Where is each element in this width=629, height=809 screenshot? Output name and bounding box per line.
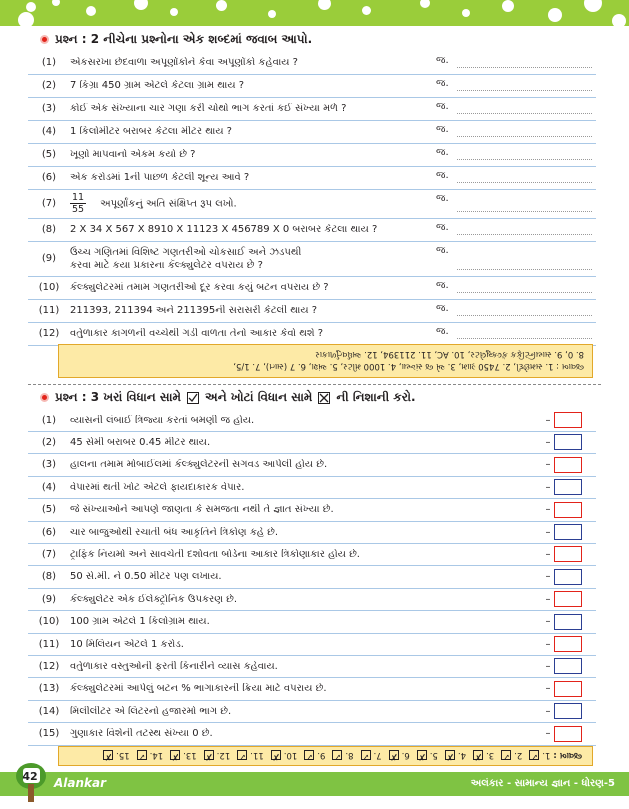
dash: – bbox=[545, 593, 551, 605]
bullet-icon bbox=[40, 393, 49, 402]
dash: – bbox=[545, 571, 551, 583]
answer-mark-icon bbox=[445, 750, 455, 760]
dash: – bbox=[545, 414, 551, 426]
question-text bbox=[70, 305, 436, 316]
statement-text: કૅલ્ક્યુલેટરમાં આપેલું બટન % ભાગાકારની ક્રિયા માટે વપરાય છે. bbox=[70, 683, 327, 695]
question-text bbox=[70, 126, 436, 137]
answer-prefix: જ. bbox=[436, 170, 449, 181]
answer-line[interactable] bbox=[436, 299, 596, 322]
question-text-line: 7 કિગ્રા 450 ગ્રામ એટલે કેટલા ગ્રામ થાય ? bbox=[70, 80, 245, 91]
answer-dotted-line bbox=[457, 211, 592, 212]
statement-number: (14) bbox=[38, 705, 60, 717]
statement-text: જે સંખ્યાઓને આપણે જાણતા કે સમજતા નથી તે જ્ઞાત સંખ્યા છે. bbox=[70, 504, 334, 516]
statement-number: (5) bbox=[41, 504, 57, 516]
question-row bbox=[28, 241, 596, 277]
section2-answers-line1: જવાબ : 1. સમછેદી, 2. 7450 ગ્રામ, 3. એ જ સંખ્યા, 4. 1000 મીટર, 5. અંશ, 6. 7 (સાત), 7. 1/5, bbox=[233, 361, 584, 371]
question-number: (1) bbox=[41, 57, 57, 68]
answer-mark-icon bbox=[361, 750, 371, 760]
statement-number: (7) bbox=[41, 548, 57, 560]
answer-dotted-line bbox=[457, 338, 592, 339]
statement-row bbox=[28, 521, 596, 544]
answer-prefix: જ. bbox=[436, 101, 449, 112]
question-row bbox=[28, 218, 596, 242]
answer-mark: ✓ bbox=[361, 751, 370, 761]
answer-line[interactable] bbox=[436, 218, 596, 241]
answer-prefix: જ. bbox=[436, 222, 449, 233]
statement-number: (2) bbox=[41, 436, 57, 448]
answer-mark: ✓ bbox=[502, 751, 511, 761]
question-text bbox=[70, 172, 436, 183]
dash: – bbox=[545, 705, 551, 717]
answer-dotted-line bbox=[457, 159, 592, 160]
answer-mark: ✗ bbox=[474, 751, 483, 761]
question-row bbox=[28, 322, 596, 346]
answer-dotted-line bbox=[457, 269, 592, 270]
statement-text: મિલીલીટર એ લિટરનો હજારમો ભાગ છે. bbox=[70, 705, 232, 717]
answer-mark: ✗ bbox=[272, 751, 280, 761]
answer-checkbox[interactable] bbox=[554, 434, 582, 450]
statement-text: વેપારમાં થતી ખોટ એટલે ફાયદાકારક વેપાર. bbox=[70, 481, 245, 493]
answer-number: 1. bbox=[542, 750, 551, 760]
question-row bbox=[28, 120, 596, 144]
dash: – bbox=[545, 459, 551, 471]
question-text-line: કૅલ્ક્યુલેટરમાં તમામ ગણતરીઓ દૂર કરવા કયું બટન વપરાય છે ? bbox=[70, 282, 329, 293]
answer-prefix: જ. bbox=[436, 326, 449, 337]
statement-number: (4) bbox=[41, 481, 57, 493]
section2-answer-box-inner bbox=[67, 348, 584, 372]
statement-number: (12) bbox=[38, 660, 60, 672]
question-text-line: 211393, 211394 અને 211395ની સરાસરી કેટલી થાય ? bbox=[70, 305, 318, 316]
answer-checkbox[interactable] bbox=[554, 658, 582, 674]
answer-checkbox[interactable] bbox=[554, 502, 582, 518]
answer-prefix: જ. bbox=[436, 124, 449, 135]
section2-title-row bbox=[40, 32, 312, 47]
section3-answer-box bbox=[58, 746, 593, 766]
answers-label: જવાબ : bbox=[553, 750, 582, 760]
statement-number: (15) bbox=[38, 728, 60, 740]
question-text-line2: કરવા માટે કયા પ્રકારના કૅલ્ક્યુલેટર વપરાય છે ? bbox=[70, 259, 263, 271]
answer-number: 11. bbox=[250, 750, 264, 760]
answer-number: 9. bbox=[317, 750, 326, 760]
question-row bbox=[28, 143, 596, 167]
cross-box-icon bbox=[318, 392, 330, 404]
section3-title-row bbox=[40, 390, 416, 405]
answer-line[interactable] bbox=[436, 189, 596, 218]
statement-text: ગુણાકાર વિશેની તટસ્થ સંખ્યા 0 છે. bbox=[70, 728, 213, 740]
answer-prefix: જ. bbox=[436, 245, 449, 256]
statement-text: 45 સેમી બરાબર 0.45 મીટર થાય. bbox=[70, 436, 211, 448]
question-text-line: વર્તુળાકાર કાગળની વચ્ચેથી ગડી વાળતા તેનો આકાર કેવો થશે ? bbox=[70, 328, 324, 339]
answer-dotted-line bbox=[457, 67, 592, 68]
statement-text: 100 ગ્રામ એટલે 1 કિલોગ્રામ થાય. bbox=[70, 616, 210, 628]
answer-checkbox[interactable] bbox=[554, 726, 582, 742]
answer-dotted-line bbox=[457, 315, 592, 316]
statement-text: ચાર બાજુઓથી રચાતી બંધ આકૃતિને ત્રિકોણ કહે છે. bbox=[70, 526, 279, 538]
answer-dotted-line bbox=[457, 292, 592, 293]
question-row bbox=[28, 276, 596, 300]
answer-dotted-line bbox=[457, 113, 592, 114]
answer-mark: ✓ bbox=[138, 751, 146, 761]
question-text bbox=[70, 282, 436, 293]
header-band bbox=[0, 0, 629, 30]
answer-line[interactable] bbox=[436, 120, 596, 143]
answer-line[interactable] bbox=[436, 166, 596, 189]
statement-row bbox=[28, 476, 596, 499]
question-number: (12) bbox=[38, 328, 60, 339]
statement-row bbox=[28, 633, 596, 656]
section2-answers-line2: 8. 0, 9. સાયન્ટિફિક કૅલ્ક્યુલેટર, 10. AC, 11. 211394, 12. અર્ધવર્તુળાકાર bbox=[315, 349, 584, 359]
section2-answer-box bbox=[58, 344, 593, 378]
answer-mark: ✓ bbox=[333, 751, 342, 761]
question-text bbox=[70, 192, 436, 215]
section3-title-c: ની નિશાની કરો. bbox=[336, 390, 416, 404]
question-number: (10) bbox=[38, 282, 60, 293]
answer-checkbox[interactable] bbox=[554, 681, 582, 697]
statement-number: (8) bbox=[41, 571, 57, 583]
statement-number: (13) bbox=[38, 683, 60, 695]
question-text-line: એકસરખા છેદવાળા અપૂર્ણાંકોને કેવા અપૂર્ણાંકો કહેવાય ? bbox=[70, 57, 298, 68]
question-row bbox=[28, 189, 596, 219]
question-text bbox=[70, 57, 436, 68]
dash: – bbox=[545, 638, 551, 650]
footer-title: અલંકાર - સામાન્ય જ્ઞાન - ધોરણ-5 bbox=[470, 778, 615, 789]
section2-title: પ્રશ્ન : 2 નીચેના પ્રશ્નોના એક શબ્દમાં જવાબ આપો. bbox=[55, 32, 313, 46]
page-number: 42 bbox=[22, 770, 38, 783]
question-text-line: 1 કિલોમીટર બરાબર કેટલા મીટર થાય ? bbox=[70, 126, 232, 137]
answer-line[interactable] bbox=[436, 322, 596, 345]
statement-number: (6) bbox=[41, 526, 57, 538]
answer-number: 15. bbox=[116, 750, 130, 760]
statement-row bbox=[28, 566, 596, 589]
dash: – bbox=[545, 683, 551, 695]
question-text-line: એક કરોડમાં 1ની પાછળ કેટલી શૂન્ય આવે ? bbox=[70, 172, 250, 183]
answer-mark-icon bbox=[204, 750, 214, 760]
answer-line[interactable] bbox=[436, 143, 596, 166]
answer-prefix: જ. bbox=[436, 78, 449, 89]
answer-mark-icon bbox=[501, 750, 511, 760]
statement-number: (1) bbox=[41, 414, 57, 426]
statement-row bbox=[28, 431, 596, 454]
section-divider bbox=[28, 384, 601, 385]
statement-row bbox=[28, 543, 596, 566]
statement-text: વર્તુળાકાર વસ્તુઓની ફરતી કિનારીને વ્યાસ કહેવાય. bbox=[70, 660, 278, 672]
statement-text: હાલના તમામ મોબાઈલમાં કૅલ્ક્યુલેટરની સગવડ આપેલી હોય છે. bbox=[70, 459, 328, 471]
answer-mark-icon bbox=[237, 750, 247, 760]
answer-mark: ✗ bbox=[205, 751, 213, 761]
answer-number: 2. bbox=[514, 750, 523, 760]
statement-row bbox=[28, 499, 596, 522]
question-row bbox=[28, 51, 596, 75]
statement-text: કૅલ્ક્યુલેટર એક ઈલેક્ટ્રોનિક ઉપકરણ છે. bbox=[70, 593, 238, 605]
answer-mark: ✗ bbox=[390, 751, 398, 761]
checkmark-box-icon bbox=[187, 392, 199, 404]
answer-mark-icon bbox=[529, 750, 539, 760]
section3-title-b: અને ખોટાં વિધાન સામે bbox=[205, 390, 313, 404]
question-text-line: ઉચ્ચ ગણિતમાં વિશિષ્ટ ગણતરીઓ ચોકસાઈ અને ઝડપથી bbox=[70, 246, 302, 258]
statement-row bbox=[28, 611, 596, 634]
answer-prefix: જ. bbox=[436, 193, 449, 204]
answer-mark-icon bbox=[332, 750, 342, 760]
answer-checkbox[interactable] bbox=[554, 412, 582, 428]
answer-number: 10. bbox=[283, 750, 298, 760]
question-row bbox=[28, 166, 596, 190]
answer-number: 6. bbox=[401, 750, 410, 760]
question-number: (8) bbox=[41, 224, 57, 235]
answer-dotted-line bbox=[457, 234, 592, 235]
answer-checkbox[interactable] bbox=[554, 591, 582, 607]
question-text bbox=[70, 80, 436, 91]
statement-number: (11) bbox=[38, 638, 60, 650]
question-text bbox=[70, 246, 436, 272]
answer-mark-icon bbox=[473, 750, 483, 760]
answer-mark-icon bbox=[103, 750, 113, 760]
answer-mark-icon bbox=[389, 750, 399, 760]
answer-dotted-line bbox=[457, 90, 592, 91]
question-number: (7) bbox=[41, 198, 57, 209]
question-text-line: ખૂણો માપવાનો એકમ કયો છે ? bbox=[70, 149, 196, 160]
answer-mark-icon bbox=[417, 750, 427, 760]
section3-answer-list bbox=[69, 749, 582, 761]
answer-checkbox[interactable] bbox=[554, 569, 582, 585]
answer-number: 3. bbox=[486, 750, 495, 760]
dash: – bbox=[545, 436, 551, 448]
bullet-icon bbox=[40, 35, 49, 44]
answer-prefix: જ. bbox=[436, 147, 449, 158]
answer-line[interactable] bbox=[436, 74, 596, 97]
question-number: (2) bbox=[41, 80, 57, 91]
statement-text: 10 મિલિયન એટલે 1 કરોડ. bbox=[70, 638, 184, 650]
fraction bbox=[70, 192, 86, 215]
statement-row bbox=[28, 454, 596, 477]
question-row bbox=[28, 97, 596, 121]
question-number: (5) bbox=[41, 149, 57, 160]
answer-line[interactable] bbox=[436, 241, 596, 276]
answer-mark: ✓ bbox=[238, 751, 247, 761]
answer-mark: ✗ bbox=[171, 751, 180, 761]
answer-line[interactable] bbox=[436, 97, 596, 120]
dash: – bbox=[545, 481, 551, 493]
answer-prefix: જ. bbox=[436, 303, 449, 314]
statement-row bbox=[28, 700, 596, 723]
statement-row bbox=[28, 588, 596, 611]
question-number: (6) bbox=[41, 172, 57, 183]
answer-dotted-line bbox=[457, 182, 592, 183]
answer-checkbox[interactable] bbox=[554, 703, 582, 719]
answer-line[interactable] bbox=[436, 276, 596, 299]
answer-checkbox[interactable] bbox=[554, 457, 582, 473]
answer-mark: ✓ bbox=[530, 751, 539, 761]
answer-checkbox[interactable] bbox=[554, 614, 582, 630]
dash: – bbox=[545, 616, 551, 628]
dash: – bbox=[545, 660, 551, 672]
answer-mark: ✗ bbox=[418, 751, 426, 761]
question-text bbox=[70, 149, 436, 160]
answer-dotted-line bbox=[457, 136, 592, 137]
fraction-denominator: 55 bbox=[72, 204, 85, 215]
answer-prefix: જ. bbox=[436, 55, 449, 66]
answer-prefix: જ. bbox=[436, 280, 449, 291]
answer-line[interactable] bbox=[436, 51, 596, 74]
answer-number: 4. bbox=[457, 750, 467, 760]
statement-number: (10) bbox=[38, 616, 60, 628]
answer-number: 5. bbox=[429, 750, 438, 760]
question-text-line: કોઈ એક સંખ્યાના ચાર ગણા કરી ચોથો ભાગ કરતાં કઈ સંખ્યા મળે ? bbox=[70, 103, 347, 114]
question-text bbox=[70, 103, 436, 114]
answer-checkbox[interactable] bbox=[554, 524, 582, 540]
question-number: (3) bbox=[41, 103, 57, 114]
dash: – bbox=[545, 504, 551, 516]
answer-checkbox[interactable] bbox=[554, 479, 582, 495]
question-number: (11) bbox=[38, 305, 60, 316]
fraction-numerator: 11 bbox=[72, 192, 85, 203]
statement-number: (3) bbox=[41, 459, 57, 471]
answer-mark: ✗ bbox=[104, 751, 113, 761]
question-text-line: અપૂર્ણાંકનું અતિ સંક્ષિપ્ત રૂપ લખો. bbox=[100, 198, 237, 210]
dash: – bbox=[545, 526, 551, 538]
answer-mark-icon bbox=[304, 750, 314, 760]
answer-mark-icon bbox=[170, 750, 180, 760]
statement-row bbox=[28, 678, 596, 701]
dash: – bbox=[545, 548, 551, 560]
answer-mark-icon bbox=[271, 750, 281, 760]
question-text-line: 2 X 34 X 567 X 8910 X 11123 X 456789 X 0 બરાબર કેટલા થાય ? bbox=[70, 224, 378, 235]
answer-mark: ✓ bbox=[305, 751, 314, 761]
answer-checkbox[interactable] bbox=[554, 636, 582, 652]
dash: – bbox=[545, 728, 551, 740]
answer-number: 7. bbox=[373, 750, 382, 760]
statement-row bbox=[28, 723, 596, 746]
brand-name: Alankar bbox=[54, 776, 107, 790]
statement-text: ટ્રાફિક નિયમો અને સાવચેતી દર્શાવતા બોર્ડના આકાર ત્રિકોણાકાર હોય છે. bbox=[70, 548, 360, 560]
answer-number: 12. bbox=[216, 750, 231, 760]
answer-number: 14. bbox=[149, 750, 164, 760]
question-row bbox=[28, 299, 596, 323]
section3-title-a: પ્રશ્ન : 3 ખરાં વિધાન સામે bbox=[55, 390, 182, 404]
statement-row bbox=[28, 409, 596, 432]
statement-number: (9) bbox=[41, 593, 57, 605]
statement-text: 50 સે.મી. ને 0.50 મીટર પણ લખાય. bbox=[70, 571, 222, 583]
answer-number: 13. bbox=[183, 750, 197, 760]
question-row bbox=[28, 74, 596, 98]
answer-mark-icon bbox=[137, 750, 147, 760]
answer-mark: ✗ bbox=[446, 751, 454, 761]
question-number: (4) bbox=[41, 126, 57, 137]
statement-text: વ્યાસની લંબાઈ ત્રિજ્યા કરતાં બમણી જ હોય. bbox=[70, 414, 255, 426]
question-number: (9) bbox=[41, 253, 57, 264]
question-text bbox=[70, 224, 436, 235]
question-text bbox=[70, 328, 436, 339]
statement-row bbox=[28, 655, 596, 678]
answer-checkbox[interactable] bbox=[554, 546, 582, 562]
answer-number: 8. bbox=[345, 750, 354, 760]
